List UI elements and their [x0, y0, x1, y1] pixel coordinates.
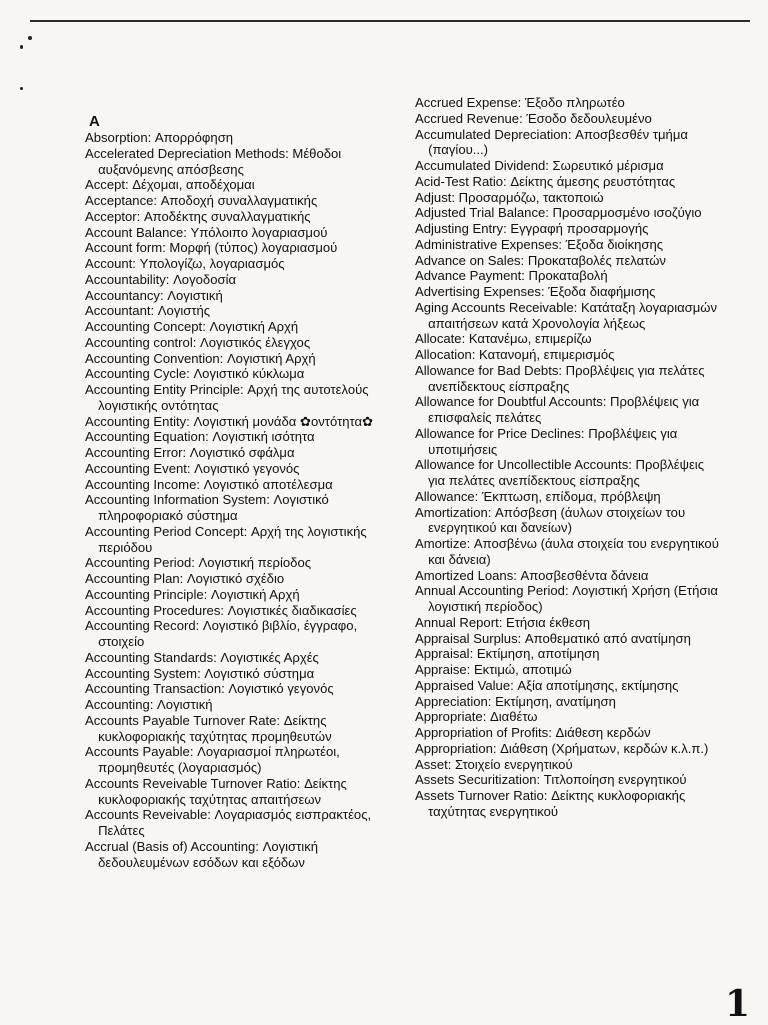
glossary-entry: Allocate: Κατανέμω, επιμερίζω — [415, 331, 592, 347]
glossary-entry: Aging Accounts Receivable: Κατάταξη λογαριασμών απαιτήσεων κατά Χρονολογία λήξεως — [415, 299, 718, 331]
glossary-entry: Accounting Entity Principle: Αρχή της αυτοτελούς λογιστικής οντότητας — [85, 382, 369, 413]
glossary-entry: Accounting Income: Λογιστικό αποτέλεσμα — [85, 476, 333, 492]
glossary-entry: Account: Υπολογίζω, λογαριασμός — [85, 256, 285, 271]
glossary-entry: Allocation: Κατανομή, επιμερισμός — [415, 347, 615, 362]
glossary-entry: Appraisal Surplus: Αποθεματικό από ανατίμηση — [415, 630, 691, 646]
glossary-entry: Asset: Στοιχείο ενεργητικού — [415, 756, 573, 772]
glossary-entry: Accrued Expense: Έξοδο πληρωτέο — [415, 95, 625, 110]
glossary-entry: Adjusted Trial Balance: Προσαρμοσμένο ισοζύγιο — [415, 205, 702, 221]
glossary-entry: Annual Accounting Period: Λογιστική Χρήση (Ετήσια λογιστική περίοδος) — [415, 583, 718, 614]
glossary-entry: Accounting Information System: Λογιστικό πληροφοριακό σύστημα — [85, 492, 329, 523]
glossary-entry: Allowance for Uncollectible Accounts: Προβλέψεις για πελάτες ανεπίδεκτους είσπραξης — [415, 457, 705, 488]
glossary-entry: Amortization: Απόσβεση (άυλων στοιχείων του ενεργητικού και δανείων) — [415, 504, 686, 536]
glossary-entry: Accounting Standards: Λογιστικές Αρχές — [85, 649, 319, 665]
glossary-entry: Accounting Cycle: Λογιστικό κύκλωμα — [85, 366, 305, 382]
glossary-entry: Amortize: Αποσβένω (άυλα στοιχεία του ενεργητικού και δάνεια) — [415, 536, 719, 567]
glossary-entry: Appraise: Εκτιμώ, αποτιμώ — [415, 662, 572, 677]
glossary-entry: Account form: Μορφή (τύπος) λογαριασμού — [85, 240, 338, 256]
glossary-entry: Advance on Sales: Προκαταβολές πελατών — [415, 252, 666, 268]
glossary-entry: Accounts Payable Turnover Rate: Δείκτης κυκλοφοριακής ταχύτητας προμηθευτών — [85, 712, 332, 744]
glossary-entry: Accounting Event: Λογιστικό γεγονός — [85, 460, 300, 476]
glossary-entry: Assets Turnover Ratio: Δείκτης κυκλοφοριακής ταχύτητας ενεργητικού — [415, 788, 686, 819]
glossary-entry: Accounting Error: Λογιστικό σφάλμα — [85, 445, 295, 460]
right-column — [415, 95, 720, 820]
glossary-entry: Accounting Period Concept: Αρχή της λογιστικής περιόδου — [85, 523, 367, 555]
glossary-entry: Accounting Period: Λογιστική περίοδος — [85, 555, 312, 571]
glossary-entry: Appraised Value: Αξία αποτίμησης, εκτίμησης — [415, 677, 679, 693]
glossary-entry: Accounts Reveivable Turnover Ratio: Δείκτης κυκλοφοριακής ταχύτητας απαιτήσεων — [85, 775, 347, 807]
glossary-entry: Accounting System: Λογιστικό σύστημα — [85, 665, 315, 681]
glossary-entry: Accounting Equation: Λογιστική ισότητα — [85, 429, 315, 445]
glossary-entry: Amortized Loans: Αποσβεσθέντα δάνεια — [415, 567, 649, 583]
glossary-entry: Acceptance: Αποδοχή συναλλαγματικής — [85, 193, 318, 208]
glossary-entry: Accounting Procedures: Λογιστικές διαδικασίες — [85, 602, 357, 618]
glossary-entry: Accounting Principle: Λογιστική Αρχή — [85, 586, 300, 602]
glossary-entry: Advance Payment: Προκαταβολή — [415, 268, 608, 284]
glossary-entry: Accountant: Λογιστής — [85, 303, 211, 319]
scan-speck — [28, 36, 32, 40]
glossary-entry: Accounting Plan: Λογιστικό σχέδιο — [85, 571, 285, 586]
glossary-entry: Accrual (Basis of) Accounting: Λογιστική δεδουλευμένων εσόδων και εξόδων — [85, 838, 319, 870]
glossary-entry: Acceptor: Αποδέκτης συναλλαγματικής — [85, 208, 311, 224]
glossary-entry: Accounting Entity: Λογιστική μονάδα ✿οντότητα✿ — [85, 413, 374, 429]
glossary-entry: Accept: Δέχομαι, αποδέχομαι — [85, 177, 255, 193]
glossary-entry: Assets Securitization: Τιτλοποίηση ενεργητικού — [415, 772, 687, 788]
glossary-entry: Allowance for Bad Debts: Προβλέψεις για πελάτες ανεπίδεκτους είσπραξης — [415, 362, 705, 394]
top-rule — [30, 20, 750, 22]
glossary-entry: Appreciation: Εκτίμηση, ανατίμηση — [415, 693, 616, 709]
glossary-entry: Appraisal: Εκτίμηση, αποτίμηση — [415, 646, 600, 662]
glossary-entry: Accounting control: Λογιστικός έλεγχος — [85, 334, 311, 350]
glossary-entry: Annual Report: Ετήσια έκθεση — [415, 614, 591, 630]
glossary-entry: Accountancy: Λογιστική — [85, 287, 223, 303]
glossary-entry: Appropriation of Profits: Διάθεση κερδών — [415, 725, 651, 740]
glossary-entry: Adjust: Προσαρμόζω, τακτοποιώ — [415, 189, 604, 205]
glossary-entry: Advertising Expenses: Έξοδα διαφήμισης — [415, 284, 656, 299]
glossary-entry: Accounting Concept: Λογιστική Αρχή — [85, 319, 299, 334]
glossary-entry: Administrative Expenses: Έξοδα διοίκησης — [415, 236, 664, 252]
glossary-entry: Account Balance: Υπόλοιπο λογαριασμού — [85, 224, 328, 240]
glossary-entry: Acid-Test Ratio: Δείκτης άμεσης ρευστότητας — [415, 173, 676, 189]
glossary-entry: Accounting: Λογιστική — [85, 697, 213, 712]
glossary-entry: Accounts Payable: Λογαριασμοί πληρωτέοι, προμηθευτές (λογαριασμός) — [85, 744, 340, 775]
glossary-entry: Accounting Transaction: Λογιστικό γεγονός — [85, 681, 334, 697]
left-column — [85, 95, 403, 870]
glossary-entry: Accrued Revenue: Έσοδο δεδουλευμένο — [415, 110, 652, 126]
glossary-entry: Allowance for Price Declines: Προβλέψεις για υποτιμήσεις — [415, 425, 678, 457]
glossary-entry: Accounting Record: Λογιστικό βιβλίο, έγγραφο, στοιχείο — [85, 618, 358, 649]
glossary-entry: Adjusting Entry: Εγγραφή προσαρμογής — [415, 221, 649, 236]
glossary-entry: Appropriation: Διάθεση (Χρήματων, κερδών κ.λ.π.) — [415, 740, 709, 756]
glossary-entry: Accounts Reveivable: Λογαριασμός εισπρακτέος, Πελάτες — [85, 807, 372, 838]
glossary-entry: Accounting Convention: Λογιστική Αρχή — [85, 350, 316, 366]
page-number: 1 — [724, 983, 750, 1025]
glossary-entry: Accumulated Depreciation: Αποσβεσθέν τμήμα (παγίου...) — [415, 126, 688, 158]
section-letter: A — [89, 113, 100, 130]
glossary-entry: Absorption: Απορρόφηση — [85, 130, 234, 145]
scan-speck — [20, 45, 23, 49]
scan-speck — [20, 87, 23, 90]
glossary-entry: Appropriate: Διαθέτω — [415, 709, 538, 725]
glossary-entry: Allowance for Doubtful Accounts: Προβλέψεις για επισφαλείς πελάτες — [415, 394, 700, 425]
glossary-entry: Allowance: Έκπτωση, επίδομα, πρόβλεψη — [415, 488, 661, 504]
glossary-entry: Accountability: Λογοδοσία — [85, 271, 237, 287]
glossary-entry: Accumulated Dividend: Σωρευτικό μέρισμα — [415, 158, 664, 173]
glossary-entry: Accelerated Depreciation Methods: Μέθοδοι αυξανόμενης απόσβεσης — [85, 145, 342, 177]
